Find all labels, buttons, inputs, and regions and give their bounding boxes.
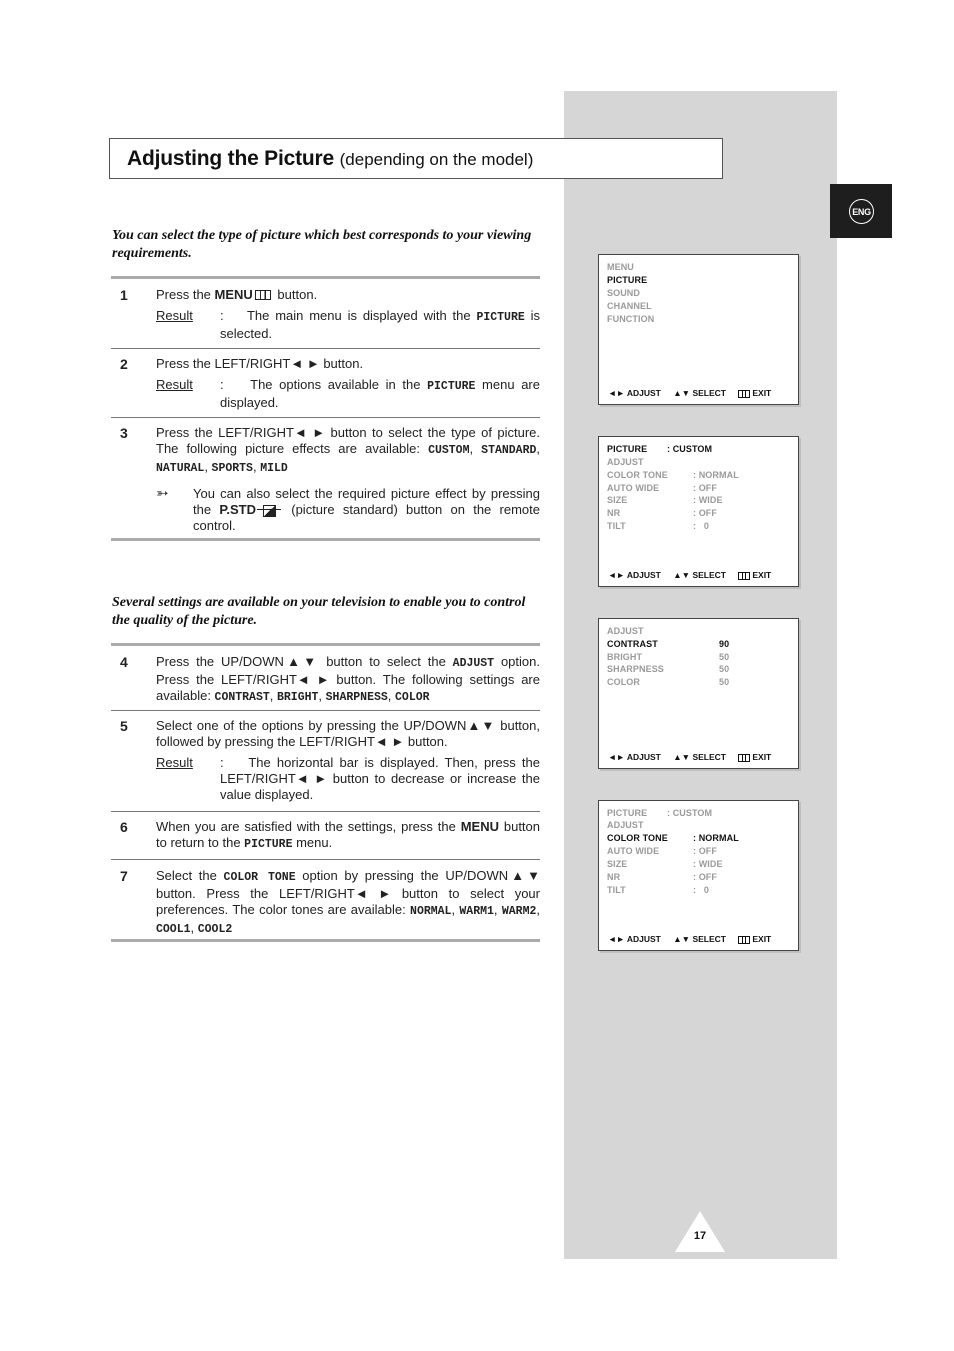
osd-value: : OFF [693, 483, 717, 493]
osd-row: FUNCTION [607, 314, 655, 324]
osd-exit-label: EXIT [752, 934, 772, 944]
menu-icon [738, 390, 750, 398]
osd-row: SOUND [607, 288, 641, 298]
osd-footer [608, 570, 771, 580]
osd-label: NR [607, 508, 621, 518]
osd-row [607, 872, 717, 882]
osd-row [607, 859, 723, 869]
step-text-part: Press the LEFT/RIGHT◄ ► button to select the type of picture. The following picture effects are available: [156, 425, 540, 456]
language-badge: ENG [849, 199, 874, 224]
osd-row [607, 470, 739, 480]
page-title-text: Adjusting the Picture [127, 147, 334, 170]
note-arrow-icon: ➳ [156, 485, 169, 502]
osd-row [607, 483, 717, 493]
step-divider [111, 348, 540, 349]
osd-row [607, 820, 644, 830]
option-keyword: COOL1 [156, 923, 191, 936]
step-number: 1 [120, 287, 128, 303]
result-label: Result [156, 308, 193, 323]
osd-label: CONTRAST [607, 639, 658, 649]
pstd-button-label: P.STD [219, 502, 256, 517]
option-keyword: SPORTS [211, 462, 253, 475]
osd-value: 50 [719, 652, 730, 662]
step-text-part: option. Press the LEFT/RIGHT◄ ► button. The following settings are available: [156, 654, 540, 703]
step-text [156, 819, 540, 853]
osd-row [607, 495, 723, 505]
osd-value: : OFF [693, 508, 717, 518]
osd-label: BRIGHT [607, 652, 643, 662]
option-keyword: ADJUST [452, 657, 495, 670]
step-text-part: button. [273, 287, 318, 302]
osd-exit-hint [738, 388, 771, 398]
osd-label: SIZE [607, 859, 628, 869]
osd-label: COLOR TONE [607, 833, 668, 843]
step-text: Press the LEFT/RIGHT◄ ► button to select the type of picture. The following picture effects are available: CUSTOM, STANDARD, NATURAL, SPORTS, MILD ➳ You can also select the required picture effect by pressing the P.STD (picture standard) button on the remote control. [156, 425, 541, 533]
osd-exit-label: EXIT [752, 388, 772, 398]
step-number: 2 [120, 356, 128, 372]
osd-row: CHANNEL [607, 301, 652, 311]
osd-footer [608, 752, 771, 762]
option-keyword: NATURAL [156, 462, 205, 475]
step-text-part: Select the [156, 868, 224, 883]
option-keyword: WARM1 [459, 905, 494, 918]
step-text [156, 718, 540, 803]
osd-row-selected [607, 639, 730, 649]
result-text: : The options available in the [220, 377, 428, 392]
step-text-part: option by pressing the UP/DOWN▲▼ button. Press the LEFT/RIGHT◄ ► button to select your preferences. The color tones are available: [156, 868, 540, 917]
step-number: 4 [120, 654, 128, 670]
section-divider [111, 939, 540, 942]
osd-label: COLOR TONE [607, 470, 668, 480]
option-keyword: WARM2 [501, 905, 537, 918]
osd-select-hint: ▲▼ SELECT [673, 570, 726, 580]
step-result [156, 755, 540, 803]
osd-adjust-hint: ◄► ADJUST [608, 752, 661, 762]
osd-color-tone-menu [598, 800, 799, 951]
osd-label: TILT [607, 521, 626, 531]
menu-icon [738, 754, 750, 762]
osd-label: SIZE [607, 495, 628, 505]
menu-button-label: MENU [214, 287, 253, 302]
osd-row-selected [607, 444, 713, 454]
result-text: : The main menu is displayed with the [220, 308, 477, 323]
section-divider [111, 276, 540, 279]
step-text-part: Select one of the options by pressing the UP/DOWN▲▼ button, followed by pressing the LEFT/RIGHT◄ ► button. [156, 718, 540, 749]
step-text-part: Press the [156, 287, 215, 302]
osd-exit-hint [738, 570, 771, 580]
page-title [127, 147, 533, 171]
option-keyword: COLOR TONE [223, 871, 296, 884]
osd-value: : WIDE [693, 859, 723, 869]
step-text-part: button to return to the [156, 819, 540, 850]
step-text-part: Press the LEFT/RIGHT◄ ► button. [156, 356, 364, 371]
osd-exit-label: EXIT [752, 752, 772, 762]
osd-value: 90 [719, 639, 730, 649]
osd-row [607, 846, 717, 856]
osd-main-menu [598, 254, 799, 405]
osd-row [607, 626, 644, 636]
step-text-part: Press the UP/DOWN▲▼ button to select the [156, 654, 453, 669]
osd-row [607, 652, 730, 662]
pstd-icon [257, 505, 281, 515]
menu-icon [738, 936, 750, 944]
osd-picture-menu [598, 436, 799, 587]
osd-label: AUTO WIDE [607, 846, 660, 856]
osd-label: COLOR [607, 677, 640, 687]
result-text: is selected. [220, 308, 540, 341]
step-text-part: When you are satisfied with the settings, press the [156, 819, 461, 834]
osd-row [607, 808, 713, 818]
osd-label: AUTO WIDE [607, 483, 660, 493]
osd-select-hint: ▲▼ SELECT [673, 752, 726, 762]
option-keyword: BRIGHT [277, 691, 319, 704]
result-keyword: PICTURE [476, 311, 525, 324]
osd-value: : NORMAL [693, 470, 739, 480]
osd-label: TILT [607, 885, 626, 895]
osd-row-selected: PICTURE [607, 275, 648, 285]
osd-value: : OFF [693, 872, 717, 882]
osd-value: 50 [719, 677, 730, 687]
step-text: Press the UP/DOWN▲▼ button to select the ADJUST option. Press the LEFT/RIGHT◄ ► button. The following settings are available: CONTRAST, BRIGHT, SHARPNESS, COLOR [156, 654, 540, 704]
result-label: Result [156, 377, 193, 392]
osd-label: PICTURE [607, 808, 648, 818]
osd-select-hint: ▲▼ SELECT [673, 388, 726, 398]
step-number: 3 [120, 425, 128, 441]
note-text: You can also select the required picture effect by pressing the [193, 486, 540, 517]
osd-row [607, 521, 710, 531]
osd-footer [608, 388, 771, 398]
osd-label: ADJUST [607, 820, 644, 830]
osd-footer [608, 934, 771, 944]
osd-value: : 0 [693, 521, 710, 531]
osd-value: : OFF [693, 846, 717, 856]
option-keyword: STANDARD [481, 444, 537, 457]
step-number: 6 [120, 819, 128, 835]
step-divider [111, 710, 540, 711]
note-text: (picture standard) button on the remote control. [193, 502, 541, 533]
page-subtitle: (depending on the model) [339, 150, 534, 169]
osd-value: 50 [719, 664, 730, 674]
osd-adjust-hint: ◄► ADJUST [608, 934, 661, 944]
step-divider [111, 417, 540, 418]
step-number: 7 [120, 868, 128, 884]
osd-label: NR [607, 872, 621, 882]
step-text-part: menu. [292, 835, 333, 850]
step-number: 5 [120, 718, 128, 734]
osd-row-selected [607, 833, 739, 843]
result-text: : The horizontal bar is displayed. Then, press the LEFT/RIGHT◄ ► button to decrease or increase the value displayed. [220, 755, 540, 802]
osd-row [607, 677, 730, 687]
intro-paragraph-1: You can select the type of picture which best corresponds to your viewing requirements. [112, 228, 532, 261]
option-keyword: MILD [260, 462, 288, 475]
osd-row [607, 664, 730, 674]
step-text [156, 356, 540, 411]
menu-icon [255, 290, 271, 300]
step-divider [111, 811, 540, 812]
section-divider [111, 538, 540, 541]
language-tab [830, 184, 892, 238]
osd-value: : CUSTOM [667, 444, 713, 454]
osd-label: SHARPNESS [607, 664, 664, 674]
osd-row [607, 508, 717, 518]
intro-paragraph-2: Several settings are available on your television to enable you to control the quality of the picture. [112, 595, 526, 628]
osd-value: : WIDE [693, 495, 723, 505]
menu-button-label: MENU [460, 819, 499, 834]
osd-value: : CUSTOM [667, 808, 713, 818]
osd-label: ADJUST [607, 457, 644, 467]
option-keyword: CUSTOM [428, 444, 470, 457]
osd-row [607, 885, 710, 895]
option-keyword: PICTURE [244, 838, 293, 851]
result-label: Result [156, 755, 193, 770]
option-keyword: SHARPNESS [325, 691, 388, 704]
page-title-box [109, 138, 723, 179]
page-number: 17 [693, 1230, 707, 1242]
step-text [156, 287, 540, 342]
osd-value: : NORMAL [693, 833, 739, 843]
osd-label: ADJUST [607, 626, 644, 636]
section-divider [111, 643, 540, 646]
step-divider [111, 859, 540, 860]
option-keyword: COOL2 [197, 923, 233, 936]
osd-adjust-hint: ◄► ADJUST [608, 570, 661, 580]
result-keyword: PICTURE [427, 380, 476, 393]
osd-exit-label: EXIT [752, 570, 772, 580]
osd-label: PICTURE [607, 444, 648, 454]
osd-value: : 0 [693, 885, 710, 895]
osd-exit-hint [738, 752, 771, 762]
step-text: Select the COLOR TONE option by pressing the UP/DOWN▲▼ button. Press the LEFT/RIGHT◄ ► button to select your preferences. The color tones are available: NORMAL, WARM1, WARM2, COOL1, COOL2 [156, 868, 540, 936]
osd-row [607, 457, 644, 467]
option-keyword: NORMAL [410, 905, 452, 918]
menu-icon [738, 572, 750, 580]
osd-select-hint: ▲▼ SELECT [673, 934, 726, 944]
step-note [156, 486, 540, 534]
step-result [156, 377, 540, 411]
osd-exit-hint [738, 934, 771, 944]
option-keyword: COLOR [395, 691, 430, 704]
result-text: menu are displayed. [220, 377, 540, 410]
osd-adjust-hint: ◄► ADJUST [608, 388, 661, 398]
option-keyword: CONTRAST [214, 691, 270, 704]
osd-row: MENU [607, 262, 634, 272]
osd-adjust-menu [598, 618, 799, 769]
step-result [156, 308, 540, 342]
